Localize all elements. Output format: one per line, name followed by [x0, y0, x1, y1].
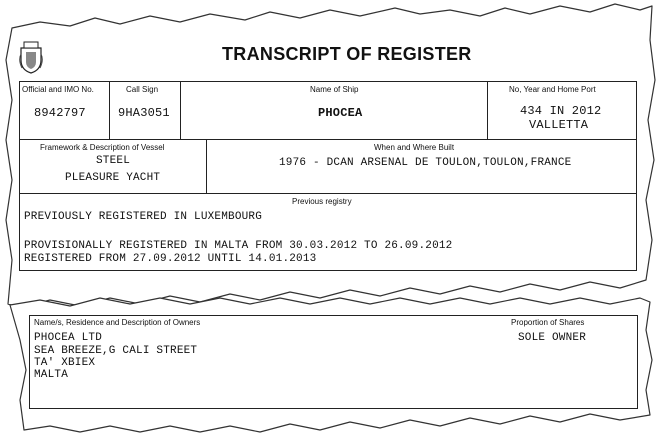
framework-line2: PLEASURE YACHT — [65, 172, 161, 184]
framework-line1: STEEL — [96, 155, 131, 167]
call-sign-label: Call Sign — [126, 85, 159, 94]
ship-name-value: PHOCEA — [318, 106, 363, 120]
coat-of-arms-icon — [18, 40, 44, 74]
framework-label: Framework & Description of Vessel — [40, 143, 165, 152]
owners-label: Name/s, Residence and Description of Owners — [34, 318, 201, 327]
ship-name-label: Name of Ship — [310, 85, 359, 94]
previous-line2: PROVISIONALLY REGISTERED IN MALTA FROM 30.03.2012 TO 26.09.2012 — [24, 240, 453, 252]
built-value: 1976 - DCAN ARSENAL DE TOULON,TOULON,FRANCE — [279, 157, 572, 169]
previous-line1: PREVIOUSLY REGISTERED IN LUXEMBOURG — [24, 211, 263, 223]
owner-name: PHOCEA LTD — [34, 332, 103, 344]
official-imo-label: Official and IMO No. — [22, 85, 94, 94]
owner-country: MALTA — [34, 369, 69, 381]
official-imo-value: 8942797 — [34, 106, 86, 120]
owners-table — [29, 315, 638, 409]
page-title: TRANSCRIPT OF REGISTER — [222, 44, 472, 64]
owner-share: SOLE OWNER — [518, 332, 587, 344]
previous-registry-label: Previous registry — [292, 197, 352, 206]
owner-address-1: SEA BREEZE,G CALI STREET — [34, 345, 198, 357]
owner-address-2: TA' XBIEX — [34, 357, 96, 369]
home-port-line1: 434 IN 2012 — [520, 104, 602, 118]
home-port-line2: VALLETTA — [529, 118, 589, 132]
previous-line3: REGISTERED FROM 27.09.2012 UNTIL 14.01.2013 — [24, 253, 317, 265]
call-sign-value: 9HA3051 — [118, 106, 170, 120]
shares-label: Proportion of Shares — [511, 318, 585, 327]
built-label: When and Where Built — [374, 143, 455, 152]
home-port-label: No, Year and Home Port — [509, 85, 596, 94]
